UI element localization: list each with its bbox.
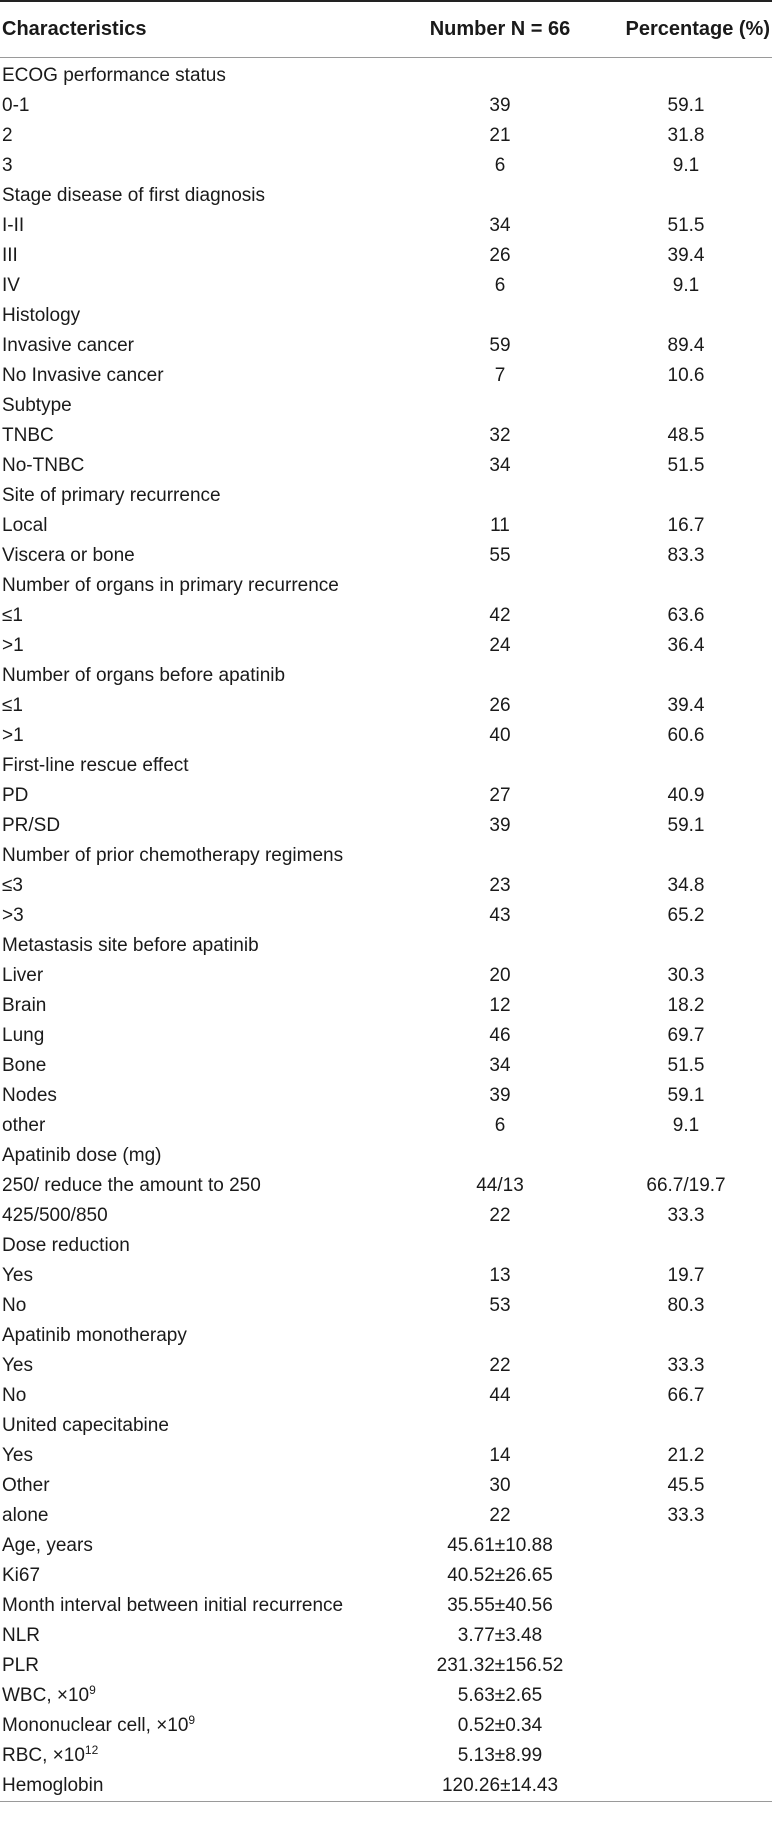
row-number: 7 — [494, 365, 506, 386]
row-number: 39 — [489, 815, 511, 836]
row-label-text: NLR — [2, 1625, 41, 1646]
row-label-text: No Invasive cancer — [2, 365, 164, 386]
row-number: 6 — [494, 1115, 506, 1136]
row-number: 26 — [489, 695, 511, 716]
row-label-text: First-line rescue effect — [2, 755, 189, 776]
table-row — [0, 781, 772, 811]
table-row — [0, 211, 772, 241]
row-label-text: Viscera or bone — [2, 545, 135, 566]
row-label — [0, 485, 400, 507]
table-row — [0, 991, 772, 1021]
row-label — [0, 1505, 400, 1527]
row-label-text: Yes — [2, 1355, 33, 1376]
row-label-text: I-II — [2, 215, 25, 236]
row-label — [0, 1745, 400, 1767]
row-number: 22 — [489, 1505, 511, 1526]
row-label-text: IV — [2, 275, 20, 296]
row-label-text: ≤1 — [2, 605, 23, 626]
row-number: 43 — [489, 905, 511, 926]
table-row — [0, 571, 772, 601]
table-row — [0, 1501, 772, 1531]
row-percentage: 59.1 — [667, 95, 705, 116]
row-number: 34 — [489, 1055, 511, 1076]
row-label — [0, 1685, 400, 1707]
row-label-text: No — [2, 1295, 27, 1316]
row-label — [0, 95, 400, 117]
table-row — [0, 1681, 772, 1711]
row-label-text: Other — [2, 1475, 50, 1496]
row-label-text: Subtype — [2, 395, 72, 416]
row-label — [0, 1145, 400, 1167]
row-label-text: Number of organs in primary recurrence — [2, 575, 339, 596]
row-label — [0, 1055, 400, 1077]
row-label — [0, 665, 400, 687]
table-row — [0, 391, 772, 421]
row-label-text: other — [2, 1115, 46, 1136]
table-row — [0, 151, 772, 181]
table-row — [0, 841, 772, 871]
row-label-text: Stage disease of first diagnosis — [2, 185, 265, 206]
row-label-text: RBC, ×10 — [2, 1745, 85, 1766]
row-number: 0.52±0.34 — [457, 1715, 543, 1736]
row-label-text: 3 — [2, 155, 13, 176]
row-number: 59 — [489, 335, 511, 356]
row-percentage: 30.3 — [667, 965, 705, 986]
row-number: 231.32±156.52 — [436, 1655, 564, 1676]
row-number: 24 — [489, 635, 511, 656]
row-label-text: Site of primary recurrence — [2, 485, 221, 506]
row-number: 39 — [489, 95, 511, 116]
row-label — [0, 65, 400, 87]
row-percentage: 21.2 — [667, 1445, 705, 1466]
table-row — [0, 271, 772, 301]
row-percentage: 40.9 — [667, 785, 705, 806]
row-label-text: Nodes — [2, 1085, 57, 1106]
row-label — [0, 1535, 400, 1557]
row-number: 34 — [489, 455, 511, 476]
row-label — [0, 1085, 400, 1107]
row-number: 40.52±26.65 — [447, 1565, 553, 1586]
row-label — [0, 1175, 400, 1197]
row-label — [0, 905, 400, 927]
table-row — [0, 121, 772, 151]
row-number: 20 — [489, 965, 511, 986]
row-percentage: 33.3 — [667, 1505, 705, 1526]
row-label — [0, 455, 400, 477]
table-row — [0, 811, 772, 841]
row-label — [0, 1655, 400, 1677]
table-row — [0, 721, 772, 751]
table-row — [0, 751, 772, 781]
row-label — [0, 815, 400, 837]
row-number: 5.63±2.65 — [457, 1685, 543, 1706]
row-number: 22 — [489, 1205, 511, 1226]
row-label — [0, 1025, 400, 1047]
row-label — [0, 785, 400, 807]
row-label — [0, 395, 400, 417]
table-row — [0, 61, 772, 91]
row-number: 44/13 — [476, 1175, 524, 1196]
table-row — [0, 1321, 772, 1351]
row-label-text: Liver — [2, 965, 44, 986]
row-number: 6 — [494, 275, 506, 296]
row-percentage: 48.5 — [667, 425, 705, 446]
table-row — [0, 631, 772, 661]
row-percentage: 9.1 — [672, 275, 700, 296]
row-label-text: Bone — [2, 1055, 47, 1076]
row-label-exponent: 12 — [84, 1743, 99, 1757]
table-row — [0, 1621, 772, 1651]
table-bottom-rule — [0, 1801, 772, 1802]
table-row — [0, 91, 772, 121]
row-percentage: 60.6 — [667, 725, 705, 746]
table-row — [0, 1441, 772, 1471]
row-label — [0, 1415, 400, 1437]
row-label-text: PD — [2, 785, 29, 806]
row-number: 22 — [489, 1355, 511, 1376]
row-label — [0, 1625, 400, 1647]
row-label — [0, 965, 400, 987]
row-label-text: United capecitabine — [2, 1415, 169, 1436]
row-label-text: 0-1 — [2, 95, 30, 116]
table-row — [0, 871, 772, 901]
row-label-text: Histology — [2, 305, 81, 326]
row-label — [0, 1775, 400, 1797]
table-row — [0, 1111, 772, 1141]
row-label-text: Brain — [2, 995, 47, 1016]
row-number: 27 — [489, 785, 511, 806]
row-label-text: 250/ reduce the amount to 250 — [2, 1175, 261, 1196]
row-label-text: PR/SD — [2, 815, 61, 836]
row-percentage: 80.3 — [667, 1295, 705, 1316]
row-label — [0, 275, 400, 297]
row-label — [0, 755, 400, 777]
table-row — [0, 331, 772, 361]
row-label-text: Invasive cancer — [2, 335, 135, 356]
table-row — [0, 1081, 772, 1111]
row-label-text: PLR — [2, 1655, 39, 1676]
row-percentage: 51.5 — [667, 455, 705, 476]
row-percentage: 9.1 — [672, 1115, 700, 1136]
row-percentage: 34.8 — [667, 875, 705, 896]
row-percentage: 31.8 — [667, 125, 705, 146]
row-number: 14 — [489, 1445, 511, 1466]
row-number: 120.26±14.43 — [441, 1775, 559, 1796]
row-percentage: 69.7 — [667, 1025, 705, 1046]
row-label-text: >1 — [2, 725, 24, 746]
row-label-text: Metastasis site before apatinib — [2, 935, 259, 956]
table-row — [0, 601, 772, 631]
row-label — [0, 1385, 400, 1407]
row-label-text: Dose reduction — [2, 1235, 130, 1256]
row-number: 11 — [490, 515, 510, 536]
row-label — [0, 515, 400, 537]
row-label-text: ECOG performance status — [2, 65, 226, 86]
table-row — [0, 1351, 772, 1381]
row-number: 30 — [489, 1475, 511, 1496]
row-label-exponent: 9 — [89, 1683, 96, 1697]
row-number: 32 — [489, 425, 511, 446]
row-label — [0, 545, 400, 567]
row-number: 53 — [489, 1295, 511, 1316]
row-percentage: 66.7/19.7 — [646, 1175, 726, 1196]
row-number: 12 — [489, 995, 511, 1016]
row-label — [0, 1115, 400, 1137]
table-row — [0, 961, 772, 991]
row-label — [0, 125, 400, 147]
row-label-text: Yes — [2, 1445, 33, 1466]
row-label — [0, 1715, 400, 1737]
row-label — [0, 875, 400, 897]
table-row — [0, 1381, 772, 1411]
row-number: 46 — [489, 1025, 511, 1046]
row-number: 13 — [489, 1265, 511, 1286]
row-percentage: 63.6 — [667, 605, 705, 626]
row-percentage: 36.4 — [667, 635, 705, 656]
row-label — [0, 335, 400, 357]
row-number: 55 — [489, 545, 511, 566]
row-label — [0, 215, 400, 237]
row-number: 34 — [489, 215, 511, 236]
row-number: 45.61±10.88 — [447, 1535, 553, 1556]
table-body — [0, 58, 772, 1801]
row-label-text: No-TNBC — [2, 455, 85, 476]
row-label — [0, 185, 400, 207]
row-label-text: 2 — [2, 125, 13, 146]
table-row — [0, 1171, 772, 1201]
table-row — [0, 931, 772, 961]
table-row — [0, 241, 772, 271]
row-label — [0, 575, 400, 597]
table-row — [0, 1051, 772, 1081]
row-number: 23 — [489, 875, 511, 896]
row-label-text: Lung — [2, 1025, 45, 1046]
row-percentage: 83.3 — [667, 545, 705, 566]
row-label-text: >3 — [2, 905, 24, 926]
row-percentage: 33.3 — [667, 1205, 705, 1226]
row-number: 26 — [489, 245, 511, 266]
row-percentage: 65.2 — [667, 905, 705, 926]
header-characteristics: Characteristics — [2, 18, 147, 40]
row-label-text: Yes — [2, 1265, 33, 1286]
row-label — [0, 1325, 400, 1347]
row-percentage: 66.7 — [667, 1385, 705, 1406]
row-number: 35.55±40.56 — [447, 1595, 553, 1616]
row-number: 44 — [489, 1385, 511, 1406]
row-label — [0, 1445, 400, 1467]
table-row — [0, 361, 772, 391]
row-label-text: Number of organs before apatinib — [2, 665, 286, 686]
row-label — [0, 635, 400, 657]
row-label-text: Age, years — [2, 1535, 93, 1556]
table-row — [0, 541, 772, 571]
row-label-text: alone — [2, 1505, 49, 1526]
row-label-text: Apatinib monotherapy — [2, 1325, 187, 1346]
row-percentage: 33.3 — [667, 1355, 705, 1376]
table-row — [0, 1771, 772, 1801]
row-label — [0, 845, 400, 867]
row-label-exponent: 9 — [188, 1713, 196, 1727]
row-label — [0, 245, 400, 267]
table-row — [0, 1201, 772, 1231]
row-percentage: 51.5 — [667, 1055, 705, 1076]
row-label-text: Mononuclear cell, ×10 — [2, 1715, 189, 1736]
table-row — [0, 181, 772, 211]
row-label — [0, 1295, 400, 1317]
row-number: 40 — [489, 725, 511, 746]
row-label — [0, 1565, 400, 1587]
row-percentage: 45.5 — [667, 1475, 705, 1496]
row-percentage: 89.4 — [667, 335, 705, 356]
row-label — [0, 1235, 400, 1257]
row-label-text: Apatinib dose (mg) — [2, 1145, 162, 1166]
row-percentage: 19.7 — [667, 1265, 705, 1286]
row-label-text: Hemoglobin — [2, 1775, 104, 1796]
row-label-text: Local — [2, 515, 48, 536]
table-row — [0, 1561, 772, 1591]
row-number: 42 — [489, 605, 511, 626]
table-row — [0, 1651, 772, 1681]
row-label — [0, 365, 400, 387]
row-label — [0, 935, 400, 957]
row-label-text: Month interval between initial recurrence — [2, 1595, 344, 1616]
table-row — [0, 451, 772, 481]
table-row — [0, 1711, 772, 1741]
row-percentage: 59.1 — [667, 815, 705, 836]
row-percentage: 10.6 — [667, 365, 705, 386]
row-label-text: Number of prior chemotherapy regimens — [2, 845, 344, 866]
header-percentage: Percentage (%) — [625, 18, 770, 40]
table-row — [0, 1411, 772, 1441]
table-row — [0, 1531, 772, 1561]
table-row — [0, 1741, 772, 1771]
table-row — [0, 1291, 772, 1321]
row-label — [0, 695, 400, 717]
header-number: Number N = 66 — [429, 18, 571, 40]
row-label — [0, 605, 400, 627]
row-label-text: No — [2, 1385, 27, 1406]
row-label — [0, 155, 400, 177]
table-row — [0, 511, 772, 541]
table-header — [0, 2, 772, 58]
row-percentage: 39.4 — [667, 245, 705, 266]
table-row — [0, 1591, 772, 1621]
table-row — [0, 481, 772, 511]
table-row — [0, 661, 772, 691]
row-number: 21 — [489, 125, 511, 146]
row-percentage: 9.1 — [672, 155, 700, 176]
row-number: 5.13±8.99 — [457, 1745, 543, 1766]
row-number: 6 — [494, 155, 506, 176]
row-label — [0, 1595, 400, 1617]
row-number: 3.77±3.48 — [457, 1625, 543, 1646]
table-row — [0, 1261, 772, 1291]
table-row — [0, 421, 772, 451]
row-label-text: ≤3 — [2, 875, 23, 896]
table-row — [0, 1471, 772, 1501]
table-row — [0, 691, 772, 721]
row-percentage: 59.1 — [667, 1085, 705, 1106]
row-number: 39 — [489, 1085, 511, 1106]
table-row — [0, 1021, 772, 1051]
table-row — [0, 1231, 772, 1261]
row-label — [0, 1355, 400, 1377]
row-label — [0, 995, 400, 1017]
row-percentage: 51.5 — [667, 215, 705, 236]
row-label-text: >1 — [2, 635, 24, 656]
table-row — [0, 901, 772, 931]
row-percentage: 39.4 — [667, 695, 705, 716]
row-label-text: III — [2, 245, 18, 266]
table-row — [0, 1141, 772, 1171]
row-label — [0, 1205, 400, 1227]
row-percentage: 18.2 — [667, 995, 705, 1016]
row-label — [0, 1265, 400, 1287]
row-label — [0, 305, 400, 327]
row-percentage: 16.7 — [667, 515, 705, 536]
row-label-text: TNBC — [2, 425, 54, 446]
row-label — [0, 725, 400, 747]
row-label-text: 425/500/850 — [2, 1205, 108, 1226]
row-label-text: WBC, ×10 — [2, 1685, 90, 1706]
row-label — [0, 425, 400, 447]
row-label-text: ≤1 — [2, 695, 23, 716]
row-label — [0, 1475, 400, 1497]
table-row — [0, 301, 772, 331]
row-label-text: Ki67 — [2, 1565, 41, 1586]
